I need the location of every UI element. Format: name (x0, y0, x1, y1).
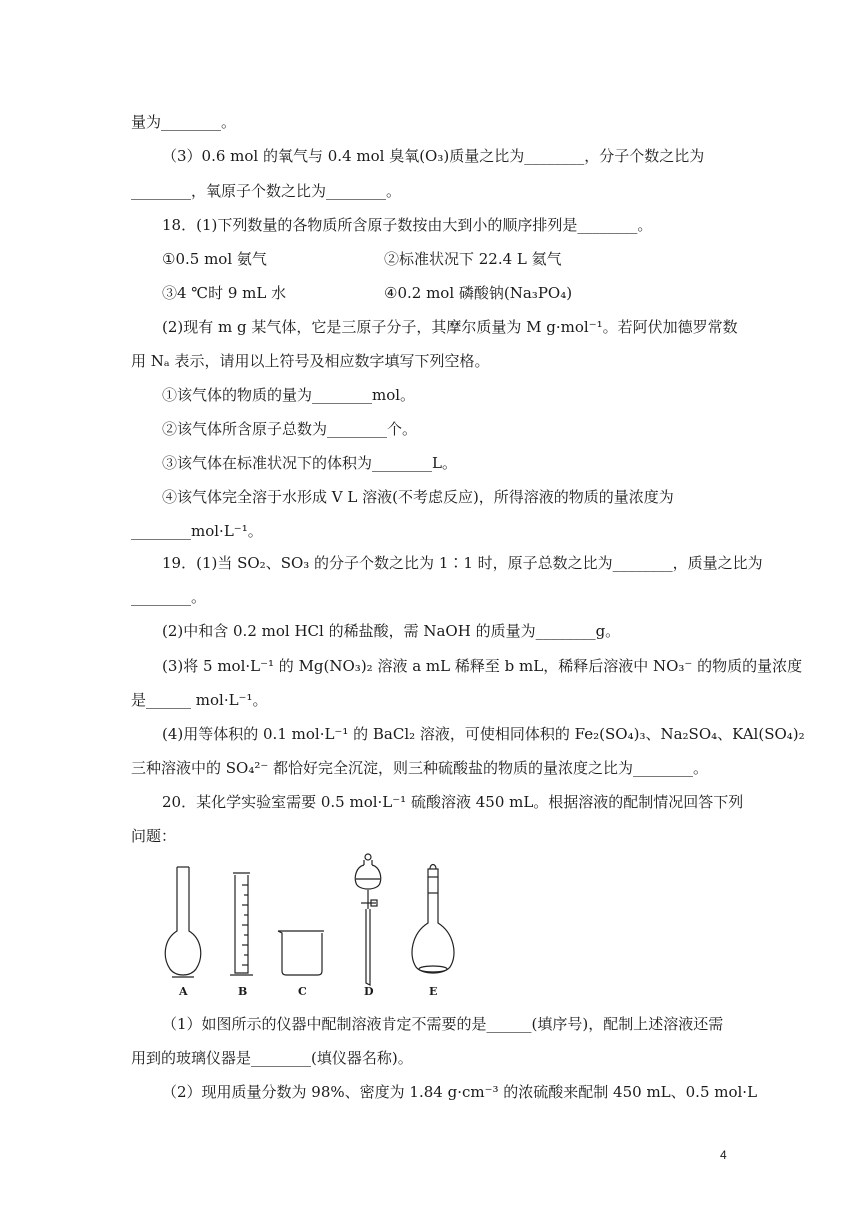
text-line: ③该气体在标准状况下的体积为________L。 (162, 454, 457, 472)
question-19-heading: 19．(1)当 SO₂、SO₃ 的分子个数之比为 1∶1 时，原子总数之比为________，质量之比为 (162, 554, 763, 572)
text-line: ④该气体完全溶于水形成 V L 溶液(不考虑反应)，所得溶液的物质的量浓度为 (162, 488, 674, 506)
apparatus-figure (160, 853, 460, 1001)
text-line: 用到的玻璃仪器是________(填仪器名称)。 (131, 1049, 413, 1067)
option-1: ①0.5 mol 氨气 (162, 250, 267, 268)
text-line: ①该气体的物质的量为________mol。 (162, 386, 416, 404)
text-line: (2)现有 m g 某气体，它是三原子分子，其摩尔质量为 M g·mol⁻¹。若阿伏加德罗常数 (162, 318, 738, 336)
flask-a-icon (165, 867, 200, 977)
question-20-heading: 20．某化学实验室需要 0.5 mol·L⁻¹ 硫酸溶液 450 mL。根据溶液的配制情况回答下列 (162, 793, 744, 811)
text-line: 量为________。 (131, 113, 237, 131)
text-line: (2)中和含 0.2 mol HCl 的稀盐酸，需 NaOH 的质量为________g。 (162, 622, 621, 640)
option-3: ③4 ℃时 9 mL 水 (162, 284, 287, 302)
text-line: （1）如图所示的仪器中配制溶液肯定不需要的是______(填序号)，配制上述溶液还需 (162, 1015, 724, 1033)
apparatus-label-e: E (429, 985, 438, 998)
apparatus-label-d: D (364, 985, 374, 998)
apparatus-label-c: C (298, 985, 307, 998)
apparatus-drawing (160, 853, 460, 1001)
beaker-c-icon (278, 931, 324, 975)
text-line: 是______ mol·L⁻¹。 (131, 691, 268, 709)
apparatus-label-a: A (179, 985, 188, 998)
text-line: (3)将 5 mol·L⁻¹ 的 Mg(NO₃)₂ 溶液 a mL 稀释至 b mL，稀释后溶液中 NO₃⁻ 的物质的量浓度 (162, 657, 803, 675)
text-line: 用 Nₐ 表示，请用以上符号及相应数字填写下列空格。 (131, 352, 490, 370)
volumetric-flask-e-icon (412, 865, 454, 974)
text-line: 问题： (131, 827, 177, 845)
text-line: ②该气体所含原子总数为________个。 (162, 420, 418, 438)
apparatus-label-b: B (238, 985, 248, 998)
text-line: ________mol·L⁻¹。 (131, 522, 263, 540)
option-2: ②标准状况下 22.4 L 氦气 (384, 250, 562, 268)
graduated-cylinder-b-icon (230, 873, 253, 975)
text-line: （2）现用质量分数为 98%、密度为 1.84 g·cm⁻³ 的浓硫酸来配制 450 mL、0.5 mol·L (162, 1083, 758, 1101)
text-line: （3）0.6 mol 的氧气与 0.4 mol 臭氧(O₃)质量之比为________，分子个数之比为 (162, 147, 705, 165)
text-line: ________，氧原子个数之比为________。 (131, 182, 402, 200)
text-line: 三种溶液中的 SO₄²⁻ 都恰好完全沉淀，则三种硫酸盐的物质的量浓度之比为________。 (131, 759, 709, 777)
page-number: 4 (720, 1148, 727, 1162)
text-line: (4)用等体积的 0.1 mol·L⁻¹ 的 BaCl₂ 溶液，可使相同体积的 Fe₂(SO₄)₃、Na₂SO₄、KAl(SO₄)₂ (162, 725, 805, 743)
option-4: ④0.2 mol 磷酸钠(Na₃PO₄) (384, 284, 573, 302)
question-18-heading: 18．(1)下列数量的各物质所含原子数按由大到小的顺序排列是________。 (162, 216, 653, 234)
text-line: ________。 (131, 588, 207, 606)
separatory-funnel-d-icon (355, 854, 380, 985)
